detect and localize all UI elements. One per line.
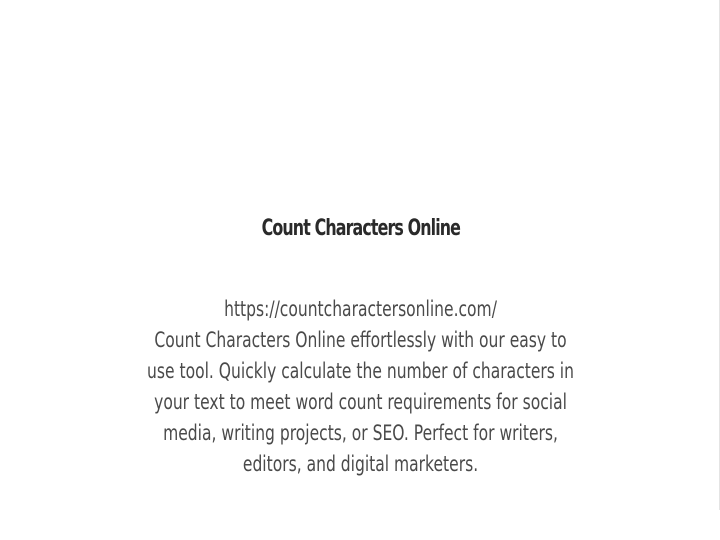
slide-title: Count Characters Online [261, 216, 461, 241]
description-line: Count Characters Online effortlessly with our easy to [154, 328, 567, 352]
description-line: media, writing projects, or SEO. Perfect for writers, [163, 421, 558, 445]
slide-body [0, 294, 720, 480]
url-link[interactable]: https://countcharactersonline.com/ [224, 297, 497, 321]
description-line: use tool. Quickly calculate the number of characters in [147, 359, 574, 383]
description-line: editors, and digital marketers. [242, 452, 479, 476]
description-line: your text to meet word count requirements for social [154, 390, 567, 414]
